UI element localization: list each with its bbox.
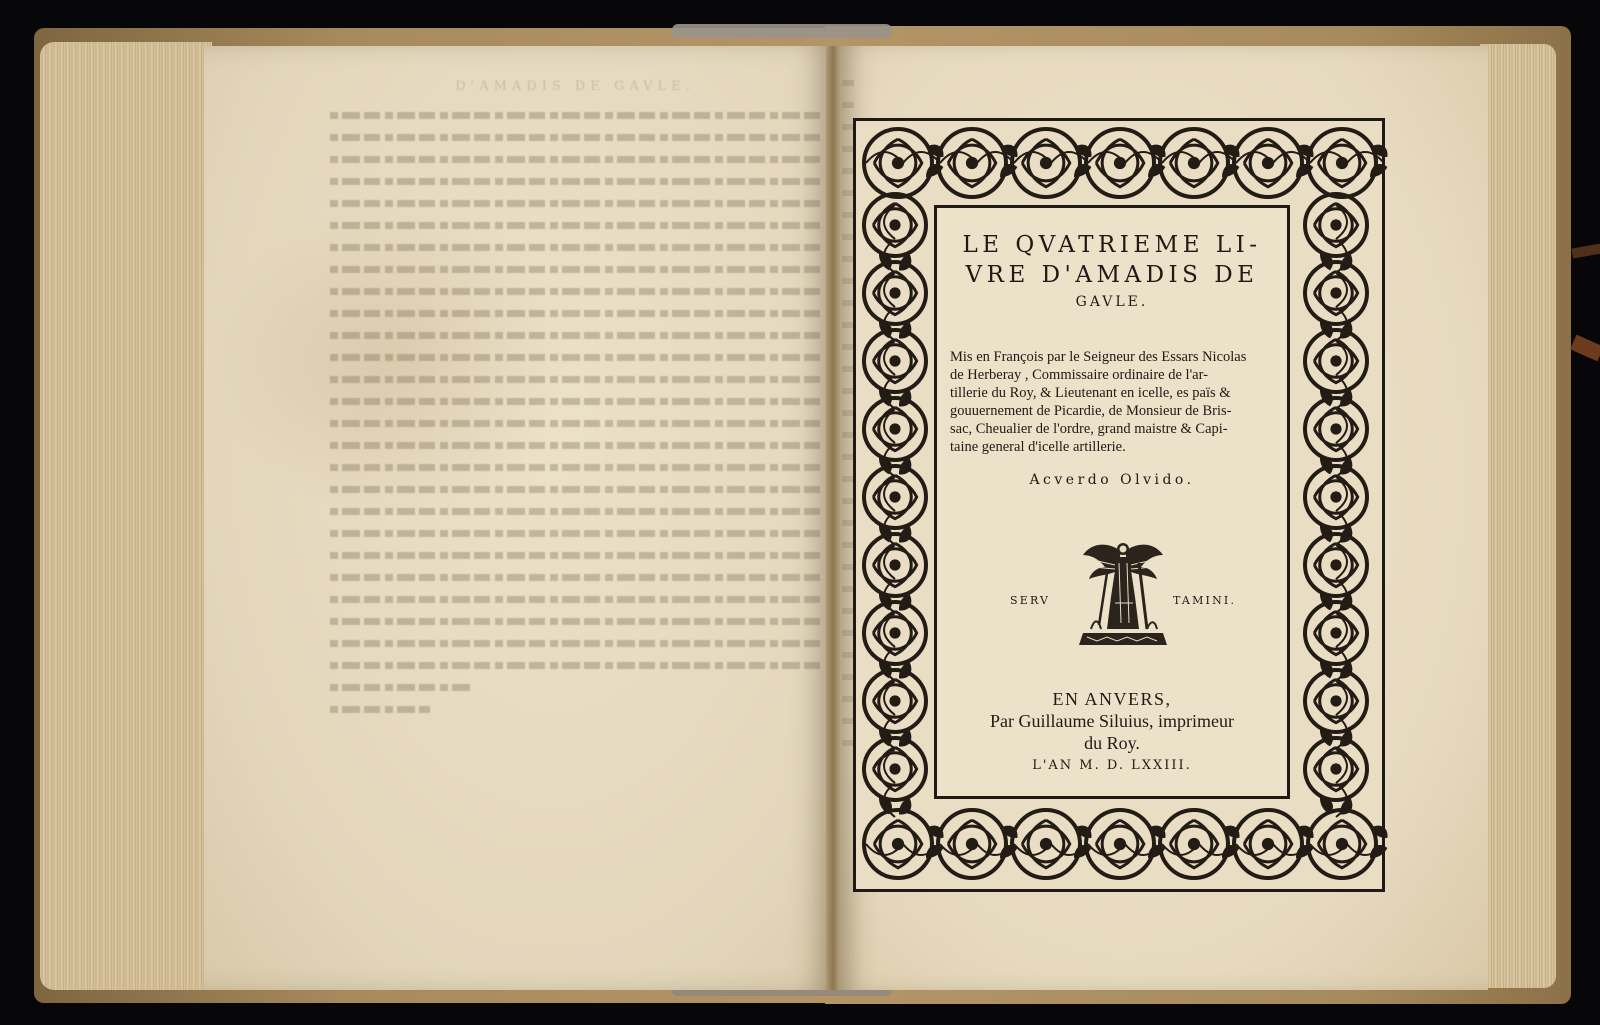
motto: Acverdo Olvido.: [1029, 472, 1195, 488]
body-line: sac, Cheualier de l'ordre, grand maistre & Capi-: [950, 421, 1228, 437]
title-line-3: GAVLE.: [1075, 294, 1149, 310]
translator-statement: [950, 348, 1282, 456]
imprint-year: L'AN M. D. LXXIII.: [1032, 758, 1192, 773]
device-motto-right: TAMINI.: [1173, 594, 1237, 607]
body-line: taine general d'icelle artillerie.: [950, 439, 1126, 455]
imprint-city: EN ANVERS,: [1052, 689, 1172, 709]
angel-printer-device-icon: [1077, 533, 1169, 651]
imprint: [937, 688, 1287, 778]
title-line-2: VRE D'AMADIS DE: [965, 262, 1259, 288]
body-line: tillerie du Roy, & Lieutenant en icelle, es païs &: [950, 385, 1231, 401]
body-line: Mis en François par le Seigneur des Essars Nicolas: [950, 349, 1247, 365]
title-line-1: LE QVATRIEME LI-: [962, 232, 1262, 258]
imprint-printer: Par Guillaume Siluius, imprimeur: [990, 711, 1234, 731]
imprint-printer-2: du Roy.: [1084, 733, 1140, 753]
body-line: de Herberay , Commissaire ordinaire de l'ar-: [950, 367, 1208, 383]
book-title: [937, 230, 1287, 314]
device-motto-left: SERV: [1010, 594, 1051, 607]
body-line: gouuernement de Picardie, de Monsieur de Bris-: [950, 403, 1232, 419]
running-head: D'AMADIS DE GAVLE.: [455, 79, 695, 94]
